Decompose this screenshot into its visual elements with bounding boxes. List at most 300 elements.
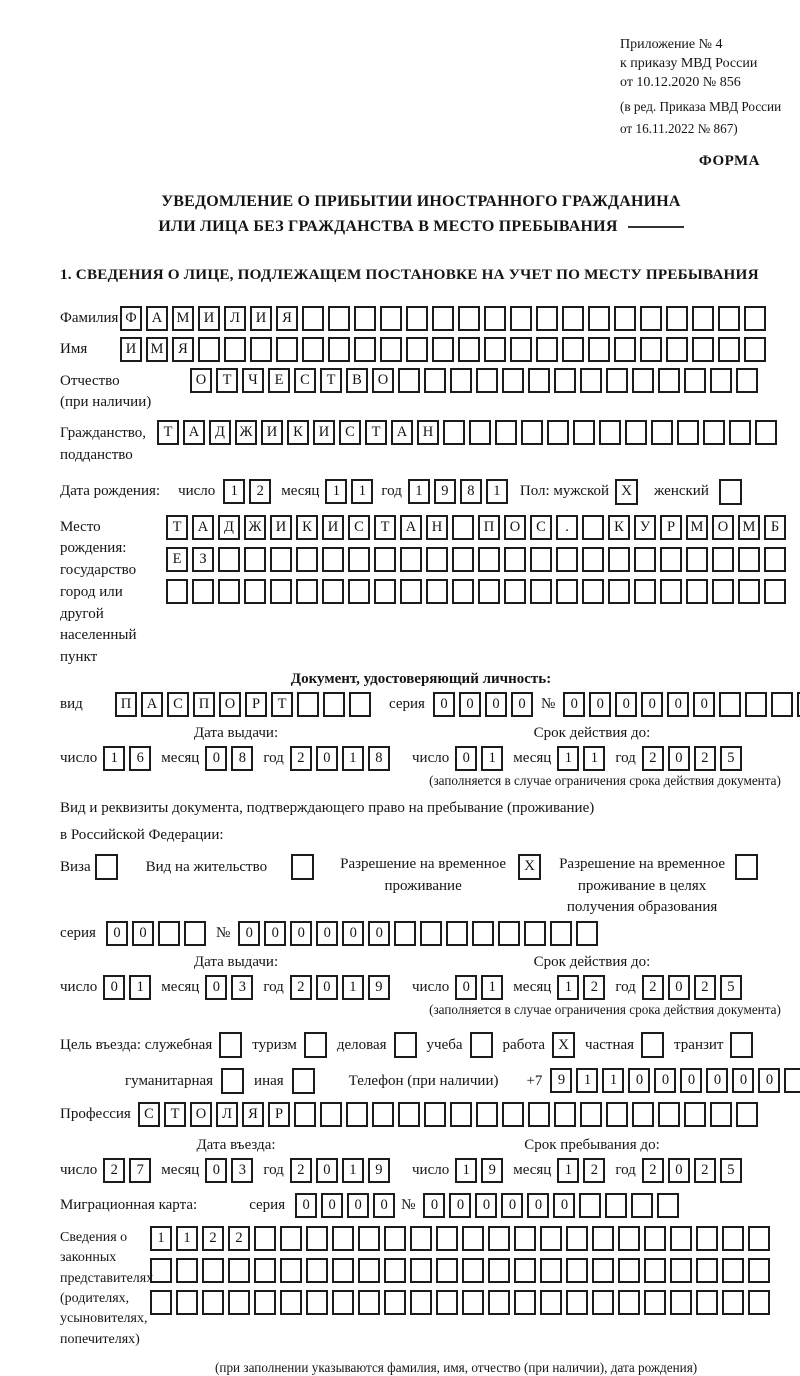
- char-cell[interactable]: 1: [342, 975, 364, 1000]
- char-cell[interactable]: [582, 547, 604, 572]
- char-cell[interactable]: [566, 1290, 588, 1315]
- char-cell[interactable]: [400, 547, 422, 572]
- char-cell[interactable]: 1: [481, 746, 503, 771]
- char-cell[interactable]: [426, 547, 448, 572]
- char-cell[interactable]: [722, 1258, 744, 1283]
- char-cell[interactable]: [270, 579, 292, 604]
- char-cell[interactable]: 0: [368, 921, 390, 946]
- char-cell[interactable]: [562, 306, 584, 331]
- char-cell[interactable]: [657, 1193, 679, 1218]
- char-cell[interactable]: [332, 1226, 354, 1251]
- char-cell[interactable]: [592, 1258, 614, 1283]
- char-cell[interactable]: [202, 1258, 224, 1283]
- char-cell[interactable]: [184, 921, 206, 946]
- char-cell[interactable]: [692, 306, 714, 331]
- char-cell[interactable]: [302, 306, 324, 331]
- char-cell[interactable]: [573, 420, 595, 445]
- char-cell[interactable]: [738, 579, 760, 604]
- char-cell[interactable]: [540, 1258, 562, 1283]
- char-cell[interactable]: [384, 1290, 406, 1315]
- char-cell[interactable]: 1: [129, 975, 151, 1000]
- char-cell[interactable]: [488, 1226, 510, 1251]
- char-cell[interactable]: [736, 1102, 758, 1127]
- char-cell[interactable]: Ж: [235, 420, 257, 445]
- char-cell[interactable]: [498, 921, 520, 946]
- char-cell[interactable]: [748, 1226, 770, 1251]
- char-cell[interactable]: [432, 306, 454, 331]
- char-cell[interactable]: 8: [231, 746, 253, 771]
- char-cell[interactable]: [540, 1290, 562, 1315]
- char-cell[interactable]: 0: [668, 746, 690, 771]
- char-cell[interactable]: [744, 306, 766, 331]
- char-cell[interactable]: [710, 1102, 732, 1127]
- char-cell[interactable]: [250, 337, 272, 362]
- char-cell[interactable]: [502, 1102, 524, 1127]
- char-cell[interactable]: [712, 579, 734, 604]
- char-cell[interactable]: [547, 420, 569, 445]
- char-cell[interactable]: 1: [223, 479, 245, 504]
- char-cell[interactable]: [738, 547, 760, 572]
- char-cell[interactable]: О: [219, 692, 241, 717]
- char-cell[interactable]: У: [634, 515, 656, 540]
- char-cell[interactable]: 1: [557, 1158, 579, 1183]
- char-cell[interactable]: 2: [642, 1158, 664, 1183]
- char-cell[interactable]: С: [530, 515, 552, 540]
- char-cell[interactable]: 0: [373, 1193, 395, 1218]
- char-cell[interactable]: [150, 1290, 172, 1315]
- char-cell[interactable]: [276, 337, 298, 362]
- char-cell[interactable]: 0: [680, 1068, 702, 1093]
- char-cell[interactable]: [608, 547, 630, 572]
- char-cell[interactable]: 0: [423, 1193, 445, 1218]
- char-cell[interactable]: [462, 1258, 484, 1283]
- char-cell[interactable]: Н: [426, 515, 448, 540]
- char-cell[interactable]: 0: [321, 1193, 343, 1218]
- char-cell[interactable]: 0: [693, 692, 715, 717]
- char-cell[interactable]: Т: [216, 368, 238, 393]
- char-cell[interactable]: 0: [132, 921, 154, 946]
- char-cell[interactable]: 9: [368, 975, 390, 1000]
- char-cell[interactable]: [744, 337, 766, 362]
- char-cell[interactable]: [521, 420, 543, 445]
- char-cell[interactable]: О: [712, 515, 734, 540]
- char-cell[interactable]: 0: [295, 1193, 317, 1218]
- char-cell[interactable]: [254, 1226, 276, 1251]
- char-cell[interactable]: [540, 1226, 562, 1251]
- char-cell[interactable]: 2: [694, 975, 716, 1000]
- char-cell[interactable]: [420, 921, 442, 946]
- temp-permit-checkbox[interactable]: X: [518, 854, 541, 880]
- char-cell[interactable]: [228, 1290, 250, 1315]
- char-cell[interactable]: О: [190, 1102, 212, 1127]
- char-cell[interactable]: 5: [720, 746, 742, 771]
- char-cell[interactable]: [632, 368, 654, 393]
- purpose-transit-checkbox[interactable]: [730, 1032, 753, 1058]
- char-cell[interactable]: [556, 579, 578, 604]
- char-cell[interactable]: [582, 515, 604, 540]
- char-cell[interactable]: К: [287, 420, 309, 445]
- char-cell[interactable]: [729, 420, 751, 445]
- char-cell[interactable]: [354, 306, 376, 331]
- char-cell[interactable]: А: [391, 420, 413, 445]
- char-cell[interactable]: [332, 1258, 354, 1283]
- char-cell[interactable]: [484, 337, 506, 362]
- char-cell[interactable]: [592, 1290, 614, 1315]
- char-cell[interactable]: [764, 547, 786, 572]
- char-cell[interactable]: Н: [417, 420, 439, 445]
- char-cell[interactable]: [458, 306, 480, 331]
- char-cell[interactable]: С: [167, 692, 189, 717]
- char-cell[interactable]: [634, 547, 656, 572]
- char-cell[interactable]: [651, 420, 673, 445]
- char-cell[interactable]: 0: [668, 1158, 690, 1183]
- char-cell[interactable]: [722, 1290, 744, 1315]
- char-cell[interactable]: [358, 1226, 380, 1251]
- char-cell[interactable]: [618, 1290, 640, 1315]
- char-cell[interactable]: [644, 1226, 666, 1251]
- char-cell[interactable]: [554, 1102, 576, 1127]
- char-cell[interactable]: Ф: [120, 306, 142, 331]
- purpose-work-checkbox[interactable]: X: [552, 1032, 575, 1058]
- char-cell[interactable]: 1: [486, 479, 508, 504]
- char-cell[interactable]: [606, 1102, 628, 1127]
- char-cell[interactable]: 0: [455, 975, 477, 1000]
- char-cell[interactable]: [349, 692, 371, 717]
- char-cell[interactable]: 0: [347, 1193, 369, 1218]
- char-cell[interactable]: 0: [501, 1193, 523, 1218]
- char-cell[interactable]: [484, 306, 506, 331]
- char-cell[interactable]: [306, 1290, 328, 1315]
- char-cell[interactable]: 2: [103, 1158, 125, 1183]
- char-cell[interactable]: Т: [166, 515, 188, 540]
- char-cell[interactable]: [166, 579, 188, 604]
- char-cell[interactable]: [384, 1226, 406, 1251]
- char-cell[interactable]: [530, 579, 552, 604]
- char-cell[interactable]: [504, 579, 526, 604]
- char-cell[interactable]: [764, 579, 786, 604]
- char-cell[interactable]: [712, 547, 734, 572]
- char-cell[interactable]: М: [172, 306, 194, 331]
- char-cell[interactable]: [696, 1226, 718, 1251]
- char-cell[interactable]: [446, 921, 468, 946]
- char-cell[interactable]: 0: [563, 692, 585, 717]
- char-cell[interactable]: И: [120, 337, 142, 362]
- char-cell[interactable]: К: [296, 515, 318, 540]
- char-cell[interactable]: Б: [764, 515, 786, 540]
- char-cell[interactable]: 2: [694, 1158, 716, 1183]
- char-cell[interactable]: [566, 1258, 588, 1283]
- purpose-study-checkbox[interactable]: [470, 1032, 493, 1058]
- char-cell[interactable]: А: [192, 515, 214, 540]
- char-cell[interactable]: 0: [758, 1068, 780, 1093]
- char-cell[interactable]: [684, 368, 706, 393]
- char-cell[interactable]: [614, 306, 636, 331]
- char-cell[interactable]: А: [183, 420, 205, 445]
- char-cell[interactable]: [322, 579, 344, 604]
- char-cell[interactable]: Я: [242, 1102, 264, 1127]
- char-cell[interactable]: [176, 1258, 198, 1283]
- char-cell[interactable]: [599, 420, 621, 445]
- char-cell[interactable]: [784, 1068, 800, 1093]
- char-cell[interactable]: Р: [660, 515, 682, 540]
- char-cell[interactable]: 8: [460, 479, 482, 504]
- char-cell[interactable]: 0: [459, 692, 481, 717]
- char-cell[interactable]: 0: [103, 975, 125, 1000]
- char-cell[interactable]: О: [190, 368, 212, 393]
- char-cell[interactable]: 0: [316, 746, 338, 771]
- char-cell[interactable]: А: [146, 306, 168, 331]
- char-cell[interactable]: П: [478, 515, 500, 540]
- char-cell[interactable]: 2: [290, 975, 312, 1000]
- char-cell[interactable]: [150, 1258, 172, 1283]
- char-cell[interactable]: [158, 921, 180, 946]
- char-cell[interactable]: [462, 1226, 484, 1251]
- char-cell[interactable]: [254, 1258, 276, 1283]
- char-cell[interactable]: 5: [720, 975, 742, 1000]
- char-cell[interactable]: [771, 692, 793, 717]
- char-cell[interactable]: 2: [290, 1158, 312, 1183]
- char-cell[interactable]: [202, 1290, 224, 1315]
- char-cell[interactable]: И: [313, 420, 335, 445]
- visa-checkbox[interactable]: [95, 854, 118, 880]
- char-cell[interactable]: 1: [602, 1068, 624, 1093]
- char-cell[interactable]: 0: [316, 975, 338, 1000]
- char-cell[interactable]: [588, 337, 610, 362]
- char-cell[interactable]: [631, 1193, 653, 1218]
- char-cell[interactable]: [510, 306, 532, 331]
- char-cell[interactable]: 1: [408, 479, 430, 504]
- char-cell[interactable]: [374, 547, 396, 572]
- char-cell[interactable]: С: [348, 515, 370, 540]
- char-cell[interactable]: 1: [557, 746, 579, 771]
- char-cell[interactable]: [380, 306, 402, 331]
- char-cell[interactable]: [436, 1290, 458, 1315]
- char-cell[interactable]: [556, 547, 578, 572]
- char-cell[interactable]: 1: [342, 1158, 364, 1183]
- char-cell[interactable]: Р: [268, 1102, 290, 1127]
- char-cell[interactable]: 0: [475, 1193, 497, 1218]
- char-cell[interactable]: [320, 1102, 342, 1127]
- char-cell[interactable]: [566, 1226, 588, 1251]
- char-cell[interactable]: [579, 1193, 601, 1218]
- char-cell[interactable]: 0: [667, 692, 689, 717]
- char-cell[interactable]: 0: [433, 692, 455, 717]
- char-cell[interactable]: 9: [550, 1068, 572, 1093]
- char-cell[interactable]: [718, 337, 740, 362]
- char-cell[interactable]: [358, 1290, 380, 1315]
- char-cell[interactable]: Ж: [244, 515, 266, 540]
- char-cell[interactable]: [426, 579, 448, 604]
- char-cell[interactable]: 0: [628, 1068, 650, 1093]
- char-cell[interactable]: 0: [264, 921, 286, 946]
- char-cell[interactable]: 0: [668, 975, 690, 1000]
- char-cell[interactable]: [550, 921, 572, 946]
- char-cell[interactable]: 0: [342, 921, 364, 946]
- char-cell[interactable]: [745, 692, 767, 717]
- char-cell[interactable]: [398, 368, 420, 393]
- char-cell[interactable]: И: [261, 420, 283, 445]
- char-cell[interactable]: А: [141, 692, 163, 717]
- char-cell[interactable]: [562, 337, 584, 362]
- char-cell[interactable]: [176, 1290, 198, 1315]
- char-cell[interactable]: 9: [434, 479, 456, 504]
- char-cell[interactable]: [436, 1226, 458, 1251]
- purpose-other-checkbox[interactable]: [292, 1068, 315, 1094]
- char-cell[interactable]: 1: [325, 479, 347, 504]
- char-cell[interactable]: О: [504, 515, 526, 540]
- char-cell[interactable]: [605, 1193, 627, 1218]
- char-cell[interactable]: [576, 921, 598, 946]
- char-cell[interactable]: [686, 579, 708, 604]
- char-cell[interactable]: Е: [268, 368, 290, 393]
- purpose-private-checkbox[interactable]: [641, 1032, 664, 1058]
- char-cell[interactable]: [710, 368, 732, 393]
- char-cell[interactable]: [588, 306, 610, 331]
- char-cell[interactable]: [608, 579, 630, 604]
- char-cell[interactable]: Е: [166, 547, 188, 572]
- char-cell[interactable]: [684, 1102, 706, 1127]
- char-cell[interactable]: [510, 337, 532, 362]
- char-cell[interactable]: [677, 420, 699, 445]
- char-cell[interactable]: С: [339, 420, 361, 445]
- char-cell[interactable]: 1: [557, 975, 579, 1000]
- char-cell[interactable]: 1: [576, 1068, 598, 1093]
- char-cell[interactable]: [322, 547, 344, 572]
- char-cell[interactable]: .: [556, 515, 578, 540]
- char-cell[interactable]: [436, 1258, 458, 1283]
- char-cell[interactable]: [452, 547, 474, 572]
- char-cell[interactable]: [346, 1102, 368, 1127]
- char-cell[interactable]: 2: [642, 975, 664, 1000]
- char-cell[interactable]: 9: [481, 1158, 503, 1183]
- char-cell[interactable]: 0: [589, 692, 611, 717]
- char-cell[interactable]: [424, 1102, 446, 1127]
- char-cell[interactable]: 2: [583, 975, 605, 1000]
- char-cell[interactable]: В: [346, 368, 368, 393]
- char-cell[interactable]: [625, 420, 647, 445]
- temp-permit-edu-checkbox[interactable]: [735, 854, 758, 880]
- char-cell[interactable]: [410, 1226, 432, 1251]
- char-cell[interactable]: 2: [202, 1226, 224, 1251]
- char-cell[interactable]: 0: [553, 1193, 575, 1218]
- char-cell[interactable]: 0: [511, 692, 533, 717]
- char-cell[interactable]: 0: [615, 692, 637, 717]
- char-cell[interactable]: [592, 1226, 614, 1251]
- char-cell[interactable]: [400, 579, 422, 604]
- char-cell[interactable]: [660, 579, 682, 604]
- char-cell[interactable]: 0: [238, 921, 260, 946]
- char-cell[interactable]: [670, 1290, 692, 1315]
- char-cell[interactable]: [488, 1290, 510, 1315]
- char-cell[interactable]: [634, 579, 656, 604]
- char-cell[interactable]: [703, 420, 725, 445]
- char-cell[interactable]: [478, 579, 500, 604]
- char-cell[interactable]: Д: [218, 515, 240, 540]
- char-cell[interactable]: 0: [106, 921, 128, 946]
- char-cell[interactable]: [748, 1258, 770, 1283]
- char-cell[interactable]: [536, 337, 558, 362]
- char-cell[interactable]: К: [608, 515, 630, 540]
- char-cell[interactable]: [372, 1102, 394, 1127]
- char-cell[interactable]: 3: [231, 1158, 253, 1183]
- char-cell[interactable]: [658, 368, 680, 393]
- char-cell[interactable]: [410, 1290, 432, 1315]
- char-cell[interactable]: [719, 692, 741, 717]
- char-cell[interactable]: [748, 1290, 770, 1315]
- char-cell[interactable]: [380, 337, 402, 362]
- char-cell[interactable]: [218, 547, 240, 572]
- char-cell[interactable]: [406, 306, 428, 331]
- char-cell[interactable]: [424, 368, 446, 393]
- char-cell[interactable]: [670, 1226, 692, 1251]
- char-cell[interactable]: [228, 1258, 250, 1283]
- char-cell[interactable]: Ч: [242, 368, 264, 393]
- char-cell[interactable]: [323, 692, 345, 717]
- char-cell[interactable]: [270, 547, 292, 572]
- char-cell[interactable]: [660, 547, 682, 572]
- char-cell[interactable]: 0: [205, 1158, 227, 1183]
- char-cell[interactable]: [640, 306, 662, 331]
- char-cell[interactable]: [736, 368, 758, 393]
- char-cell[interactable]: 2: [228, 1226, 250, 1251]
- char-cell[interactable]: С: [138, 1102, 160, 1127]
- char-cell[interactable]: [306, 1226, 328, 1251]
- char-cell[interactable]: М: [146, 337, 168, 362]
- char-cell[interactable]: Т: [164, 1102, 186, 1127]
- char-cell[interactable]: [476, 368, 498, 393]
- char-cell[interactable]: [644, 1290, 666, 1315]
- char-cell[interactable]: [524, 921, 546, 946]
- char-cell[interactable]: [580, 1102, 602, 1127]
- char-cell[interactable]: 1: [176, 1226, 198, 1251]
- char-cell[interactable]: 2: [642, 746, 664, 771]
- char-cell[interactable]: [554, 368, 576, 393]
- char-cell[interactable]: [495, 420, 517, 445]
- char-cell[interactable]: [469, 420, 491, 445]
- char-cell[interactable]: 0: [455, 746, 477, 771]
- char-cell[interactable]: [514, 1226, 536, 1251]
- char-cell[interactable]: Т: [271, 692, 293, 717]
- char-cell[interactable]: [297, 692, 319, 717]
- char-cell[interactable]: П: [193, 692, 215, 717]
- char-cell[interactable]: Л: [216, 1102, 238, 1127]
- char-cell[interactable]: 0: [706, 1068, 728, 1093]
- char-cell[interactable]: [632, 1102, 654, 1127]
- char-cell[interactable]: [458, 337, 480, 362]
- char-cell[interactable]: 2: [694, 746, 716, 771]
- char-cell[interactable]: [580, 368, 602, 393]
- char-cell[interactable]: [328, 337, 350, 362]
- char-cell[interactable]: [224, 337, 246, 362]
- char-cell[interactable]: Л: [224, 306, 246, 331]
- char-cell[interactable]: И: [250, 306, 272, 331]
- char-cell[interactable]: 0: [290, 921, 312, 946]
- char-cell[interactable]: [504, 547, 526, 572]
- char-cell[interactable]: 1: [150, 1226, 172, 1251]
- char-cell[interactable]: Я: [172, 337, 194, 362]
- sex-male-checkbox[interactable]: X: [615, 479, 638, 505]
- char-cell[interactable]: [302, 337, 324, 362]
- char-cell[interactable]: [398, 1102, 420, 1127]
- char-cell[interactable]: [528, 1102, 550, 1127]
- char-cell[interactable]: 5: [720, 1158, 742, 1183]
- char-cell[interactable]: [306, 1258, 328, 1283]
- char-cell[interactable]: [280, 1226, 302, 1251]
- char-cell[interactable]: [618, 1226, 640, 1251]
- char-cell[interactable]: 9: [368, 1158, 390, 1183]
- char-cell[interactable]: [348, 547, 370, 572]
- purpose-tourism-checkbox[interactable]: [304, 1032, 327, 1058]
